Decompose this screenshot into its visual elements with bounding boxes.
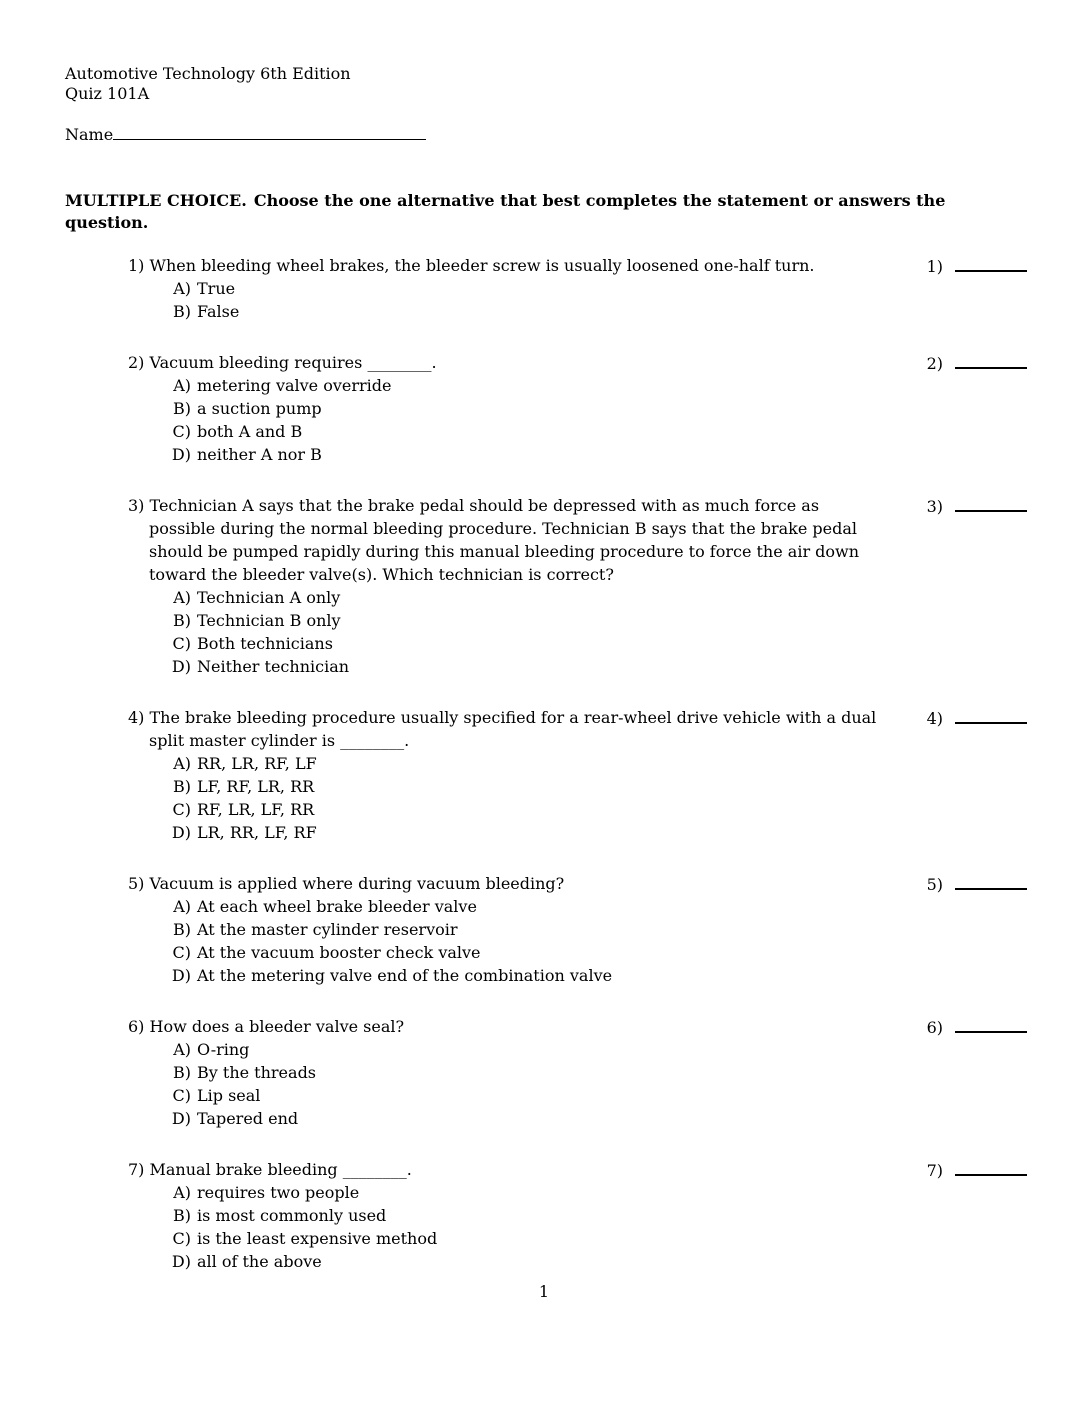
- question-option: [128, 1084, 890, 1107]
- question-option: [128, 941, 890, 964]
- question-option: [128, 1227, 890, 1250]
- option-text: O-ring: [197, 1040, 250, 1059]
- quiz-title: Quiz 101A: [65, 84, 150, 103]
- option-letter: B): [173, 1063, 191, 1082]
- option-letter: C): [172, 634, 191, 653]
- option-text: At the master cylinder reservoir: [197, 920, 458, 939]
- option-letter: D): [171, 966, 191, 985]
- question-option: [128, 918, 890, 941]
- option-text: By the threads: [197, 1063, 317, 1082]
- question-number: 4): [128, 708, 145, 727]
- option-text: all of the above: [197, 1252, 322, 1271]
- option-letter: A): [173, 1183, 191, 1202]
- answer-number: 2): [926, 354, 943, 373]
- answer-area: [927, 494, 1027, 518]
- option-letter: A): [173, 754, 191, 773]
- question-stem: 5) Vacuum is applied where during vacuum bleeding?: [128, 874, 565, 893]
- question-option: [128, 632, 890, 655]
- question-option: [128, 752, 890, 775]
- question-option: [128, 397, 890, 420]
- question-option: [128, 586, 890, 609]
- question-option: [128, 300, 890, 323]
- question-option: [128, 1204, 890, 1227]
- question-block: [128, 706, 1027, 844]
- answer-area: [927, 872, 1027, 896]
- option-letter: A): [173, 897, 191, 916]
- option-letter: B): [173, 399, 191, 418]
- option-letter: D): [171, 1109, 191, 1128]
- question-option: [128, 895, 890, 918]
- answer-area: [927, 254, 1027, 278]
- answer-blank[interactable]: [955, 1015, 1027, 1033]
- question-main: [128, 494, 890, 678]
- answer-number: 7): [926, 1161, 943, 1180]
- question-option: [128, 964, 890, 987]
- option-letter: A): [173, 588, 191, 607]
- question-block: [128, 872, 1027, 987]
- option-letter: A): [173, 1040, 191, 1059]
- answer-blank[interactable]: [955, 254, 1027, 272]
- option-letter: C): [172, 943, 191, 962]
- option-letter: B): [173, 1206, 191, 1225]
- answer-number: 3): [926, 497, 943, 516]
- option-text: LF, RF, LR, RR: [197, 777, 315, 796]
- question-option: [128, 420, 890, 443]
- option-letter: D): [171, 657, 191, 676]
- page-number: 1: [538, 1282, 550, 1301]
- option-letter: B): [173, 611, 191, 630]
- question-number: 5): [128, 874, 145, 893]
- option-letter: A): [173, 279, 191, 298]
- option-text: Technician B only: [197, 611, 341, 630]
- question-option: [128, 443, 890, 466]
- question-block: [128, 1158, 1027, 1273]
- question-option: [128, 1038, 890, 1061]
- answer-blank[interactable]: [955, 1158, 1027, 1176]
- question-option: [128, 374, 890, 397]
- question-main: [128, 1015, 890, 1130]
- question-option: [128, 821, 890, 844]
- option-text: Neither technician: [197, 657, 350, 676]
- question-options: [128, 895, 890, 987]
- question-options: [128, 277, 890, 323]
- question-option: [128, 775, 890, 798]
- option-text: neither A nor B: [197, 445, 322, 464]
- question-main: [128, 1158, 890, 1273]
- question-options: [128, 374, 890, 466]
- question-option: [128, 1181, 890, 1204]
- instructions: [65, 190, 1023, 234]
- option-text: both A and B: [197, 422, 303, 441]
- question-stem: 3) Technician A says that the brake pedal should be depressed with as much force as possible during the normal bleeding procedure. Technician B says that the brake pedal should be pumped rapidly during this manual bleeding procedure to force the air down toward the bleeder valve(s). Which technician is correct?: [128, 496, 860, 584]
- answer-blank[interactable]: [955, 351, 1027, 369]
- question-number: 7): [128, 1160, 145, 1179]
- option-letter: D): [171, 1252, 191, 1271]
- question-number: 1): [128, 256, 145, 275]
- question-option: [128, 655, 890, 678]
- option-text: RR, LR, RF, LF: [197, 754, 317, 773]
- answer-area: [927, 351, 1027, 375]
- answer-number: 5): [926, 875, 943, 894]
- question-number: 3): [128, 496, 145, 515]
- question-main: [128, 254, 890, 323]
- question-stem: 7) Manual brake bleeding ________.: [128, 1160, 412, 1179]
- question-option: [128, 1107, 890, 1130]
- option-text: RF, LR, LF, RR: [197, 800, 315, 819]
- question-stem: 1) When bleeding wheel brakes, the bleeder screw is usually loosened one-half turn.: [128, 256, 815, 275]
- name-blank[interactable]: [113, 125, 426, 140]
- instructions-text: Choose the one alternative that best completes the statement or answers the question.: [65, 191, 946, 232]
- option-letter: C): [172, 422, 191, 441]
- questions-list: [0, 254, 1088, 1273]
- question-main: [128, 706, 890, 844]
- option-text: is the least expensive method: [197, 1229, 438, 1248]
- answer-area: [927, 706, 1027, 730]
- document-header: [0, 0, 1088, 145]
- question-stem: 4) The brake bleeding procedure usually specified for a rear-wheel drive vehicle with a dual split master cylinder is ________.: [128, 708, 877, 750]
- question-stem: 6) How does a bleeder valve seal?: [128, 1017, 405, 1036]
- option-letter: B): [173, 777, 191, 796]
- option-letter: C): [172, 1086, 191, 1105]
- option-letter: B): [173, 302, 191, 321]
- question-options: [128, 752, 890, 844]
- question-number: 2): [128, 353, 145, 372]
- option-text: a suction pump: [197, 399, 322, 418]
- option-text: True: [197, 279, 236, 298]
- option-letter: D): [171, 445, 191, 464]
- question-main: [128, 351, 890, 466]
- option-text: metering valve override: [197, 376, 392, 395]
- option-text: Tapered end: [197, 1109, 299, 1128]
- question-option: [128, 1061, 890, 1084]
- name-row: [65, 125, 1088, 145]
- question-block: [128, 494, 1027, 678]
- option-letter: C): [172, 800, 191, 819]
- instructions-label: MULTIPLE CHOICE.: [65, 191, 247, 210]
- answer-number: 6): [926, 1018, 943, 1037]
- answer-blank[interactable]: [955, 872, 1027, 890]
- question-block: [128, 1015, 1027, 1130]
- option-text: At the metering valve end of the combination valve: [197, 966, 613, 985]
- option-text: LR, RR, LF, RF: [197, 823, 317, 842]
- option-letter: A): [173, 376, 191, 395]
- name-label: Name: [65, 125, 114, 144]
- question-option: [128, 1250, 890, 1273]
- answer-blank[interactable]: [955, 706, 1027, 724]
- question-options: [128, 1038, 890, 1130]
- answer-area: [927, 1015, 1027, 1039]
- question-block: [128, 254, 1027, 323]
- option-text: Both technicians: [197, 634, 333, 653]
- answer-number: 1): [926, 257, 943, 276]
- question-option: [128, 798, 890, 821]
- question-number: 6): [128, 1017, 145, 1036]
- course-title: Automotive Technology 6th Edition: [65, 64, 351, 83]
- answer-number: 4): [926, 709, 943, 728]
- option-text: At each wheel brake bleeder valve: [197, 897, 477, 916]
- answer-area: [927, 1158, 1027, 1182]
- question-option: [128, 609, 890, 632]
- option-text: Technician A only: [197, 588, 341, 607]
- question-stem: 2) Vacuum bleeding requires ________.: [128, 353, 437, 372]
- question-options: [128, 586, 890, 678]
- question-block: [128, 351, 1027, 466]
- option-text: is most commonly used: [197, 1206, 387, 1225]
- option-text: Lip seal: [197, 1086, 261, 1105]
- question-options: [128, 1181, 890, 1273]
- question-option: [128, 277, 890, 300]
- question-main: [128, 872, 890, 987]
- option-text: False: [197, 302, 240, 321]
- option-text: At the vacuum booster check valve: [197, 943, 481, 962]
- option-letter: B): [173, 920, 191, 939]
- option-letter: C): [172, 1229, 191, 1248]
- answer-blank[interactable]: [955, 494, 1027, 512]
- option-text: requires two people: [197, 1183, 360, 1202]
- option-letter: D): [171, 823, 191, 842]
